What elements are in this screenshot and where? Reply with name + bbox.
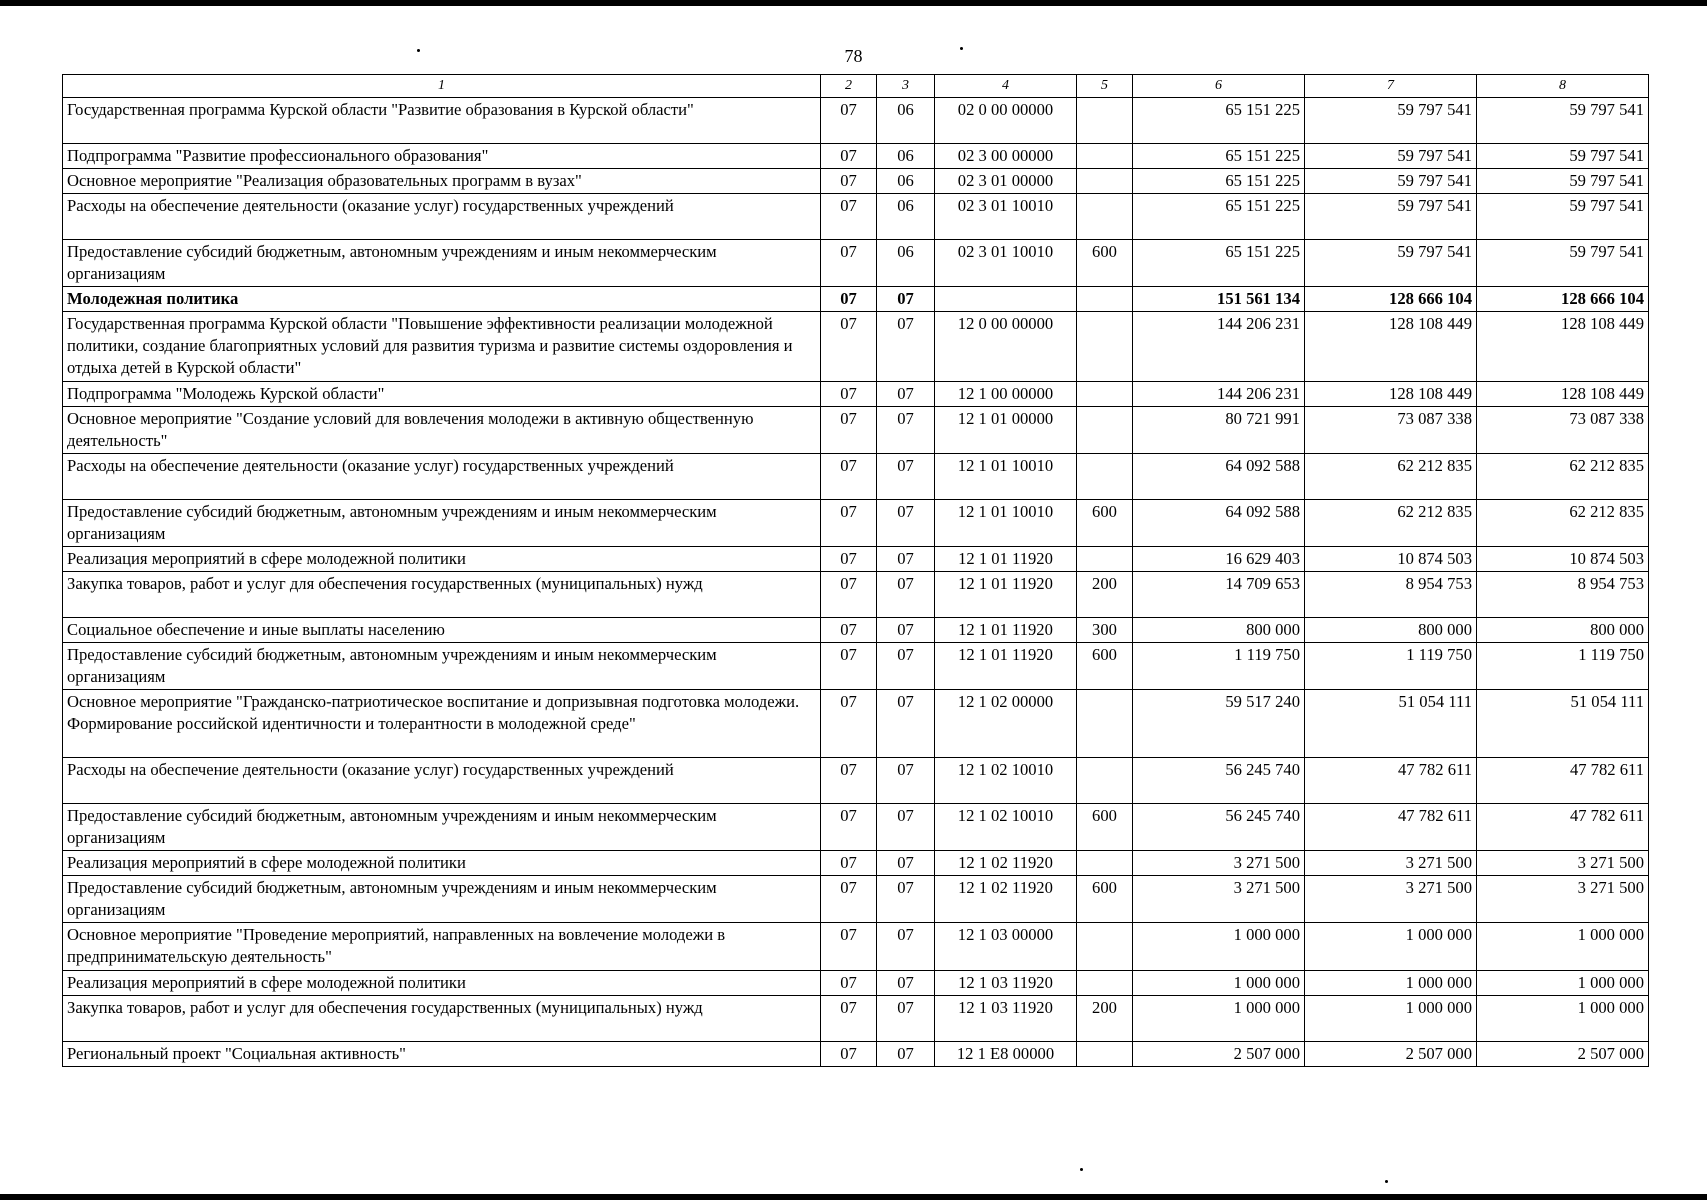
- row-amount-col6: 56 245 740: [1133, 758, 1305, 804]
- page-number: 78: [844, 46, 863, 66]
- table-row: [63, 804, 1649, 851]
- row-amount-col6: 144 206 231: [1133, 312, 1305, 381]
- table-row: [63, 499, 1649, 546]
- column-number: 2: [821, 75, 877, 98]
- table-row: [63, 406, 1649, 453]
- row-subsection-code: 07: [877, 876, 935, 923]
- row-expense-type: 600: [1077, 804, 1133, 851]
- row-amount-col8: 47 782 611: [1477, 758, 1649, 804]
- row-target-article: 02 3 01 10010: [935, 240, 1077, 287]
- row-target-article: 12 1 02 10010: [935, 804, 1077, 851]
- row-subsection-code: 06: [877, 240, 935, 287]
- row-section-code: 07: [821, 571, 877, 617]
- row-target-article: 12 0 00 00000: [935, 312, 1077, 381]
- table-row: [63, 995, 1649, 1041]
- row-expense-type: [1077, 758, 1133, 804]
- table-row: [63, 690, 1649, 758]
- row-subsection-code: 07: [877, 690, 935, 758]
- row-subsection-code: 07: [877, 642, 935, 689]
- table-row: [63, 571, 1649, 617]
- row-amount-col7: 73 087 338: [1305, 406, 1477, 453]
- row-amount-col8: 128 108 449: [1477, 381, 1649, 406]
- row-target-article: 12 1 02 11920: [935, 876, 1077, 923]
- row-subsection-code: 07: [877, 287, 935, 312]
- table-row: [63, 144, 1649, 169]
- scan-speck: [1385, 1180, 1388, 1183]
- row-amount-col8: 1 000 000: [1477, 970, 1649, 995]
- row-amount-col7: 59 797 541: [1305, 240, 1477, 287]
- row-amount-col7: 47 782 611: [1305, 758, 1477, 804]
- row-expense-type: [1077, 287, 1133, 312]
- row-section-code: 07: [821, 995, 877, 1041]
- row-amount-col7: 59 797 541: [1305, 144, 1477, 169]
- row-subsection-code: 06: [877, 194, 935, 240]
- row-name: Реализация мероприятий в сфере молодежной политики: [63, 851, 821, 876]
- row-expense-type: 600: [1077, 240, 1133, 287]
- budget-table: [62, 74, 1649, 1067]
- row-section-code: 07: [821, 194, 877, 240]
- row-amount-col7: 62 212 835: [1305, 499, 1477, 546]
- row-amount-col7: 1 000 000: [1305, 923, 1477, 970]
- column-number: 5: [1077, 75, 1133, 98]
- row-amount-col8: 3 271 500: [1477, 876, 1649, 923]
- row-amount-col7: 8 954 753: [1305, 571, 1477, 617]
- row-section-code: 07: [821, 453, 877, 499]
- row-amount-col6: 14 709 653: [1133, 571, 1305, 617]
- row-name: Закупка товаров, работ и услуг для обеспечения государственных (муниципальных) нужд: [63, 995, 821, 1041]
- row-target-article: 12 1 E8 00000: [935, 1041, 1077, 1066]
- row-amount-col6: 3 271 500: [1133, 851, 1305, 876]
- row-name: Реализация мероприятий в сфере молодежной политики: [63, 546, 821, 571]
- row-amount-col8: 128 666 104: [1477, 287, 1649, 312]
- scan-speck: [417, 49, 420, 52]
- row-amount-col8: 1 119 750: [1477, 642, 1649, 689]
- row-subsection-code: 07: [877, 923, 935, 970]
- table-row: [63, 287, 1649, 312]
- row-target-article: 12 1 01 10010: [935, 453, 1077, 499]
- row-amount-col6: 80 721 991: [1133, 406, 1305, 453]
- row-name: Государственная программа Курской области "Повышение эффективности реализации молодежной политики, создание благоприятных условий для развития туризма и развитие системы оздоровления и отдыха детей в Курской области": [63, 312, 821, 381]
- row-expense-type: [1077, 406, 1133, 453]
- row-subsection-code: 07: [877, 406, 935, 453]
- row-amount-col8: 59 797 541: [1477, 98, 1649, 144]
- row-amount-col6: 59 517 240: [1133, 690, 1305, 758]
- table-row: [63, 617, 1649, 642]
- row-section-code: 07: [821, 690, 877, 758]
- row-amount-col8: 59 797 541: [1477, 194, 1649, 240]
- row-name: Молодежная политика: [63, 287, 821, 312]
- row-subsection-code: 07: [877, 499, 935, 546]
- row-subsection-code: 07: [877, 804, 935, 851]
- row-subsection-code: 07: [877, 970, 935, 995]
- table-body: [63, 98, 1649, 1067]
- row-name: Предоставление субсидий бюджетным, автономным учреждениям и иным некоммерческим организациям: [63, 804, 821, 851]
- column-number: 1: [63, 75, 821, 98]
- row-section-code: 07: [821, 804, 877, 851]
- row-amount-col8: 10 874 503: [1477, 546, 1649, 571]
- row-expense-type: [1077, 381, 1133, 406]
- row-amount-col7: 128 666 104: [1305, 287, 1477, 312]
- row-expense-type: [1077, 970, 1133, 995]
- table-row: [63, 381, 1649, 406]
- row-target-article: 02 0 00 00000: [935, 98, 1077, 144]
- row-section-code: 07: [821, 381, 877, 406]
- row-expense-type: [1077, 98, 1133, 144]
- row-subsection-code: 07: [877, 381, 935, 406]
- row-target-article: 02 3 01 10010: [935, 194, 1077, 240]
- row-amount-col7: 128 108 449: [1305, 312, 1477, 381]
- scan-edge-top: [0, 0, 1707, 6]
- table-row: [63, 851, 1649, 876]
- row-subsection-code: 07: [877, 546, 935, 571]
- table-row: [63, 453, 1649, 499]
- row-subsection-code: 07: [877, 851, 935, 876]
- row-target-article: 12 1 01 11920: [935, 642, 1077, 689]
- row-section-code: 07: [821, 312, 877, 381]
- row-amount-col7: 59 797 541: [1305, 169, 1477, 194]
- row-amount-col8: 128 108 449: [1477, 312, 1649, 381]
- row-amount-col8: 2 507 000: [1477, 1041, 1649, 1066]
- row-target-article: 12 1 01 11920: [935, 546, 1077, 571]
- row-name: Подпрограмма "Развитие профессионального образования": [63, 144, 821, 169]
- row-expense-type: 600: [1077, 876, 1133, 923]
- row-name: Предоставление субсидий бюджетным, автономным учреждениям и иным некоммерческим организациям: [63, 642, 821, 689]
- row-section-code: 07: [821, 287, 877, 312]
- row-name: Основное мероприятие "Реализация образовательных программ в вузах": [63, 169, 821, 194]
- row-section-code: 07: [821, 499, 877, 546]
- row-subsection-code: 07: [877, 453, 935, 499]
- row-amount-col6: 1 000 000: [1133, 923, 1305, 970]
- column-number: 6: [1133, 75, 1305, 98]
- row-target-article: 02 3 00 00000: [935, 144, 1077, 169]
- row-amount-col8: 1 000 000: [1477, 923, 1649, 970]
- row-amount-col6: 64 092 588: [1133, 499, 1305, 546]
- table-row: [63, 758, 1649, 804]
- row-expense-type: [1077, 546, 1133, 571]
- column-number: 7: [1305, 75, 1477, 98]
- row-section-code: 07: [821, 406, 877, 453]
- row-target-article: 12 1 02 10010: [935, 758, 1077, 804]
- row-section-code: 07: [821, 923, 877, 970]
- row-amount-col7: 47 782 611: [1305, 804, 1477, 851]
- row-amount-col7: 59 797 541: [1305, 194, 1477, 240]
- row-amount-col8: 800 000: [1477, 617, 1649, 642]
- row-name: Предоставление субсидий бюджетным, автономным учреждениям и иным некоммерческим организациям: [63, 876, 821, 923]
- row-subsection-code: 07: [877, 758, 935, 804]
- row-expense-type: [1077, 312, 1133, 381]
- row-name: Подпрограмма "Молодежь Курской области": [63, 381, 821, 406]
- row-name: Региональный проект "Социальная активность": [63, 1041, 821, 1066]
- row-amount-col7: 800 000: [1305, 617, 1477, 642]
- row-amount-col6: 65 151 225: [1133, 169, 1305, 194]
- table-row: [63, 546, 1649, 571]
- row-expense-type: 200: [1077, 571, 1133, 617]
- row-amount-col7: 2 507 000: [1305, 1041, 1477, 1066]
- row-amount-col7: 10 874 503: [1305, 546, 1477, 571]
- row-expense-type: [1077, 923, 1133, 970]
- row-amount-col8: 59 797 541: [1477, 169, 1649, 194]
- scan-edge-bottom: [0, 1194, 1707, 1200]
- row-section-code: 07: [821, 144, 877, 169]
- row-name: Расходы на обеспечение деятельности (оказание услуг) государственных учреждений: [63, 194, 821, 240]
- row-amount-col6: 16 629 403: [1133, 546, 1305, 571]
- row-target-article: 12 1 02 11920: [935, 851, 1077, 876]
- row-expense-type: [1077, 851, 1133, 876]
- row-name: Закупка товаров, работ и услуг для обеспечения государственных (муниципальных) нужд: [63, 571, 821, 617]
- row-section-code: 07: [821, 546, 877, 571]
- row-amount-col6: 65 151 225: [1133, 98, 1305, 144]
- row-amount-col7: 128 108 449: [1305, 381, 1477, 406]
- row-section-code: 07: [821, 876, 877, 923]
- table-row: [63, 642, 1649, 689]
- row-amount-col6: 1 000 000: [1133, 995, 1305, 1041]
- table-row: [63, 169, 1649, 194]
- row-name: Социальное обеспечение и иные выплаты населению: [63, 617, 821, 642]
- row-expense-type: 200: [1077, 995, 1133, 1041]
- row-target-article: 12 1 03 00000: [935, 923, 1077, 970]
- row-amount-col6: 144 206 231: [1133, 381, 1305, 406]
- row-amount-col8: 3 271 500: [1477, 851, 1649, 876]
- row-amount-col8: 1 000 000: [1477, 995, 1649, 1041]
- column-number: 3: [877, 75, 935, 98]
- table-row: [63, 312, 1649, 381]
- row-expense-type: [1077, 453, 1133, 499]
- row-target-article: 12 1 01 11920: [935, 617, 1077, 642]
- row-name: Расходы на обеспечение деятельности (оказание услуг) государственных учреждений: [63, 453, 821, 499]
- row-amount-col7: 1 000 000: [1305, 970, 1477, 995]
- row-section-code: 07: [821, 851, 877, 876]
- row-name: Предоставление субсидий бюджетным, автономным учреждениям и иным некоммерческим организациям: [63, 499, 821, 546]
- row-amount-col7: 51 054 111: [1305, 690, 1477, 758]
- row-amount-col8: 59 797 541: [1477, 240, 1649, 287]
- row-amount-col6: 3 271 500: [1133, 876, 1305, 923]
- row-target-article: 12 1 01 10010: [935, 499, 1077, 546]
- row-amount-col6: 151 561 134: [1133, 287, 1305, 312]
- row-section-code: 07: [821, 758, 877, 804]
- row-amount-col7: 62 212 835: [1305, 453, 1477, 499]
- row-amount-col6: 64 092 588: [1133, 453, 1305, 499]
- row-section-code: 07: [821, 240, 877, 287]
- row-subsection-code: 07: [877, 995, 935, 1041]
- row-amount-col8: 8 954 753: [1477, 571, 1649, 617]
- row-target-article: 12 1 03 11920: [935, 995, 1077, 1041]
- row-amount-col6: 65 151 225: [1133, 240, 1305, 287]
- table-row: [63, 194, 1649, 240]
- column-number: 8: [1477, 75, 1649, 98]
- row-amount-col8: 47 782 611: [1477, 804, 1649, 851]
- row-name: Основное мероприятие "Гражданско-патриотическое воспитание и допризывная подготовка молодежи. Формирование российской идентичности и толерантности в молодежной среде": [63, 690, 821, 758]
- row-name: Основное мероприятие "Проведение мероприятий, направленных на вовлечение молодежи в предпринимательскую деятельность": [63, 923, 821, 970]
- row-section-code: 07: [821, 98, 877, 144]
- row-amount-col8: 73 087 338: [1477, 406, 1649, 453]
- row-target-article: 12 1 01 11920: [935, 571, 1077, 617]
- table-row: [63, 240, 1649, 287]
- row-target-article: 02 3 01 00000: [935, 169, 1077, 194]
- row-subsection-code: 07: [877, 1041, 935, 1066]
- scan-speck: [1080, 1168, 1083, 1171]
- row-subsection-code: 06: [877, 98, 935, 144]
- row-amount-col7: 3 271 500: [1305, 876, 1477, 923]
- row-amount-col6: 800 000: [1133, 617, 1305, 642]
- row-section-code: 07: [821, 1041, 877, 1066]
- row-expense-type: 300: [1077, 617, 1133, 642]
- row-subsection-code: 06: [877, 144, 935, 169]
- row-subsection-code: 06: [877, 169, 935, 194]
- row-expense-type: 600: [1077, 642, 1133, 689]
- row-amount-col8: 62 212 835: [1477, 499, 1649, 546]
- row-name: Расходы на обеспечение деятельности (оказание услуг) государственных учреждений: [63, 758, 821, 804]
- row-subsection-code: 07: [877, 617, 935, 642]
- table-row: [63, 98, 1649, 144]
- row-expense-type: [1077, 169, 1133, 194]
- row-expense-type: [1077, 690, 1133, 758]
- row-amount-col8: 51 054 111: [1477, 690, 1649, 758]
- row-expense-type: [1077, 194, 1133, 240]
- column-number-row: [63, 75, 1649, 98]
- row-section-code: 07: [821, 970, 877, 995]
- row-name: Основное мероприятие "Создание условий для вовлечения молодежи в активную общественную деятельность": [63, 406, 821, 453]
- row-amount-col7: 1 000 000: [1305, 995, 1477, 1041]
- row-name: Реализация мероприятий в сфере молодежной политики: [63, 970, 821, 995]
- table-row: [63, 970, 1649, 995]
- row-name: Предоставление субсидий бюджетным, автономным учреждениям и иным некоммерческим организациям: [63, 240, 821, 287]
- row-name: Государственная программа Курской области "Развитие образования в Курской области": [63, 98, 821, 144]
- row-section-code: 07: [821, 617, 877, 642]
- row-target-article: 12 1 01 00000: [935, 406, 1077, 453]
- row-target-article: 12 1 00 00000: [935, 381, 1077, 406]
- row-amount-col8: 62 212 835: [1477, 453, 1649, 499]
- table-row: [63, 1041, 1649, 1066]
- row-subsection-code: 07: [877, 571, 935, 617]
- table-row: [63, 923, 1649, 970]
- table-row: [63, 876, 1649, 923]
- row-amount-col6: 65 151 225: [1133, 144, 1305, 169]
- row-section-code: 07: [821, 642, 877, 689]
- row-expense-type: [1077, 144, 1133, 169]
- row-target-article: 12 1 02 00000: [935, 690, 1077, 758]
- row-amount-col7: 1 119 750: [1305, 642, 1477, 689]
- row-amount-col8: 59 797 541: [1477, 144, 1649, 169]
- row-target-article: [935, 287, 1077, 312]
- row-amount-col6: 1 119 750: [1133, 642, 1305, 689]
- row-amount-col6: 56 245 740: [1133, 804, 1305, 851]
- row-amount-col6: 2 507 000: [1133, 1041, 1305, 1066]
- row-amount-col7: 59 797 541: [1305, 98, 1477, 144]
- row-expense-type: 600: [1077, 499, 1133, 546]
- row-amount-col6: 65 151 225: [1133, 194, 1305, 240]
- row-amount-col6: 1 000 000: [1133, 970, 1305, 995]
- row-target-article: 12 1 03 11920: [935, 970, 1077, 995]
- row-amount-col7: 3 271 500: [1305, 851, 1477, 876]
- row-expense-type: [1077, 1041, 1133, 1066]
- scan-speck: [960, 47, 963, 50]
- row-section-code: 07: [821, 169, 877, 194]
- column-number: 4: [935, 75, 1077, 98]
- row-subsection-code: 07: [877, 312, 935, 381]
